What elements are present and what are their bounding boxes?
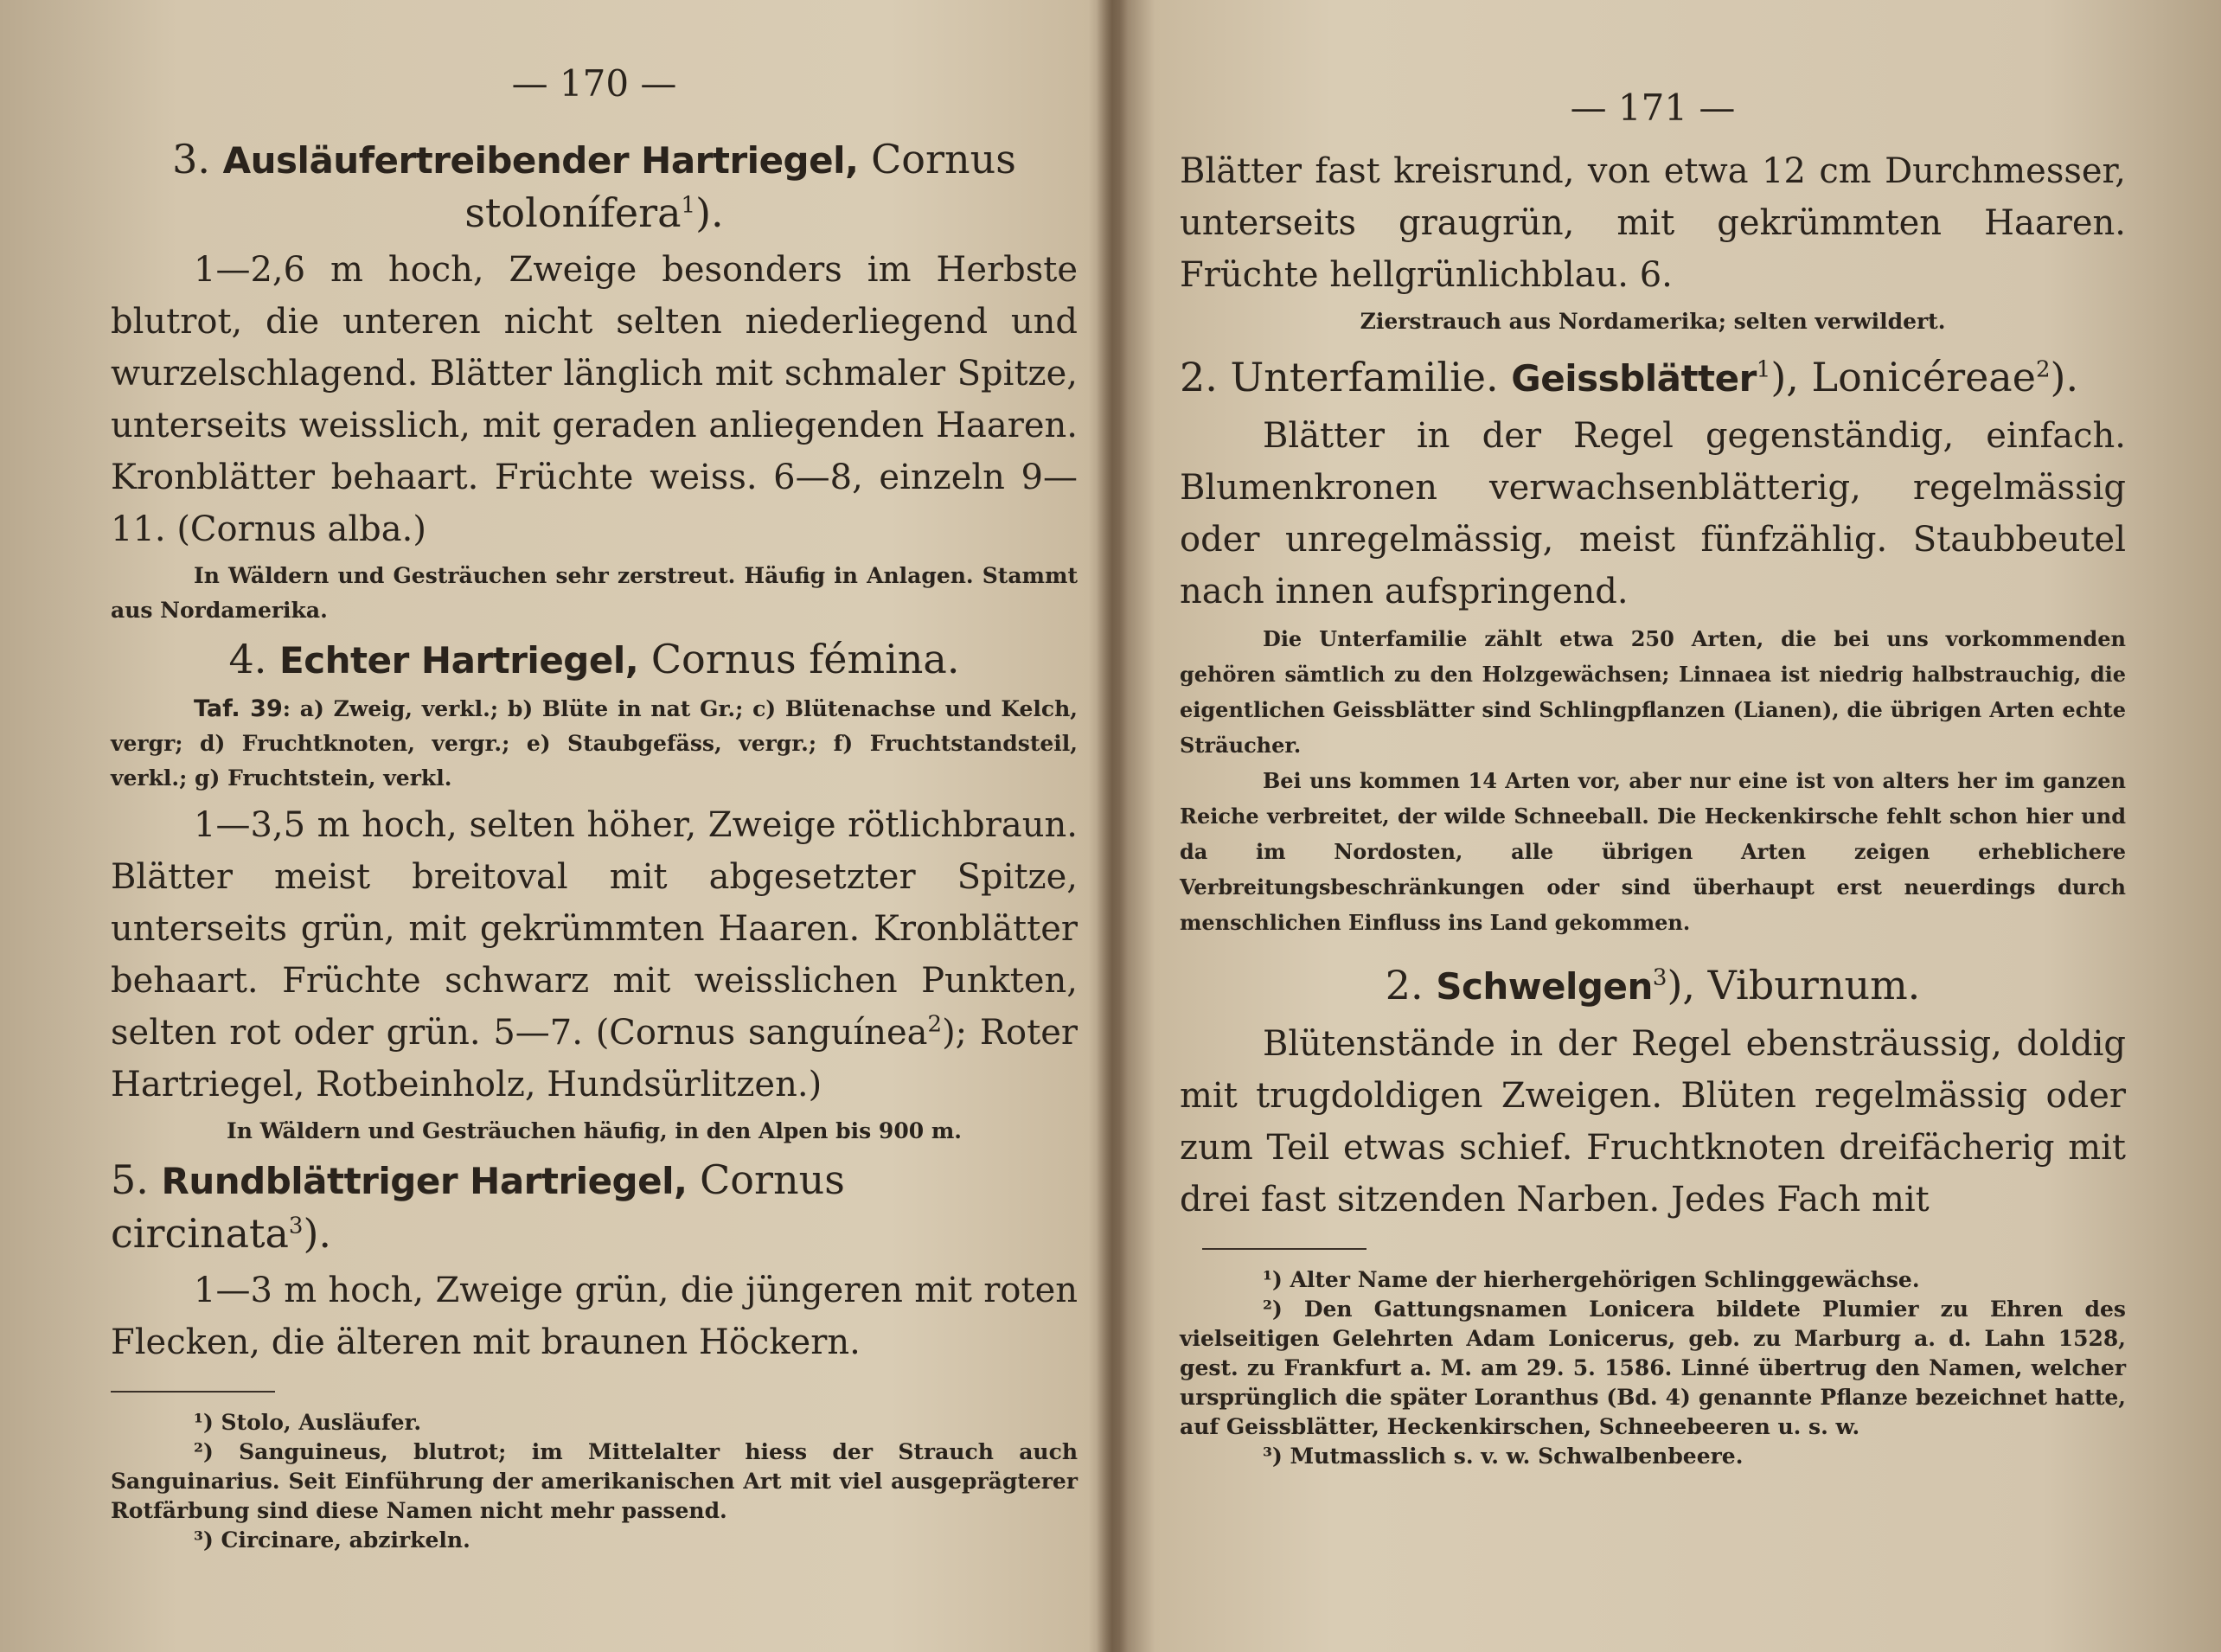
plate-label: Taf. 39 [194, 695, 283, 722]
footnote: ³) Circinare, abzirkeln. [194, 1527, 470, 1553]
footnotes-right [1180, 1265, 2126, 1471]
heading-close: ). [695, 189, 724, 236]
subfamily-number: 2. [1180, 354, 1218, 400]
footnote-ref: 3 [1652, 964, 1667, 991]
footnote: ²) Sanguineus, blutrot; im Mittelalter hiess der Strauch auch Sanguinarius. Seit Einführung der amerikanischen Art mit viel ausgeprägterer Rotfärbung sind diese Namen nicht mehr passend. [111, 1439, 1078, 1523]
species-name: Rundblättriger Hartriegel, [161, 1160, 688, 1202]
species-number: 3. [172, 136, 211, 182]
left-page [111, 0, 1078, 1652]
species-number: 4. [228, 636, 267, 682]
footnote-divider [1202, 1248, 1367, 1250]
species-heading-3 [111, 133, 1078, 239]
species-number: 5. [111, 1156, 149, 1203]
genus-name: Schwelgen [1436, 965, 1653, 1008]
subfamily-note [1180, 621, 2126, 940]
note-text: Bei uns kommen 14 Arten vor, aber nur eine ist von alters her im ganzen Reiche verbreitet, der wilde Schneeball. Die Heckenkirsche fehlt schon hier und da im Nordosten, alle übrigen Arten zeigen erheblichere Verbreitungsbeschränkungen oder sind überhaupt erst neuerdings durch menschlichen Einfluss ins Land gekommen. [1180, 768, 2126, 935]
species-latin: Cornus fémina. [650, 636, 960, 682]
description-text: 1—3 m hoch, Zweige grün, die jüngeren mit roten Flecken, die älteren mit braunen Höckern. [111, 1271, 1078, 1362]
note-text: Die Unterfamilie zählt etwa 250 Arten, die bei uns vorkommenden gehören sämtlich zu den Holzgewächsen; Linnaea ist niedrig halbstrauchig, die eigentlichen Geissblätter sind Schlingpflanzen (Lianen), die übrigen Arten echte Sträucher. [1180, 626, 2126, 758]
footnote-ref: 2 [927, 1011, 943, 1038]
page-number-right: — 171 — [1570, 86, 1736, 129]
species-heading-5 [111, 1154, 1078, 1259]
species-latin: Cornus stolonífera [464, 136, 1016, 236]
species-description-5 [111, 1265, 1078, 1368]
subfamily-name: Geissblätter [1511, 357, 1757, 400]
description-text: Blätter fast kreisrund, von etwa 12 cm Durchmesser, unterseits graugrün, mit gekrümmten Haaren. Früchte hellgrünlichblau. 6. [1180, 151, 2126, 295]
description-text: Blütenstände in der Regel ebensträussig, doldig mit trugdoldigen Zweigen. Blüten regelmässig oder zum Teil etwas schief. Fruchtknoten dreifächerig mit drei fast sitzenden Narben. Jedes Fach mit [1180, 1024, 2126, 1220]
species-name: Ausläufertreibender Hartriegel, [222, 139, 859, 182]
footnote-ref: 1 [681, 192, 696, 219]
subfamily-label: Unterfamilie. [1230, 354, 1499, 400]
habitat-note-4 [111, 1114, 1078, 1149]
description-text: 1—2,6 m hoch, Zweige besonders im Herbste blutrot, die unteren nicht selten niederliegend und wurzelschlagend. Blätter länglich mit schmaler Spitze, unterseits weisslich, mit geraden anliegenden Haaren. Kronblätter behaart. Früchte weiss. 6—8, einzeln 9—11. (Cornus alba.) [111, 250, 1078, 549]
species-heading-4 [111, 633, 1078, 687]
book-gutter [1097, 0, 1128, 1652]
continued-description [1180, 145, 2126, 301]
continued-note [1180, 304, 2126, 339]
plate-reference [111, 692, 1078, 796]
footnotes-left [111, 1408, 1078, 1555]
subfamily-description [1180, 410, 2126, 618]
habitat-note-3 [111, 559, 1078, 628]
footnote-ref: 3 [288, 1213, 304, 1239]
footnote-ref: 2 [2035, 356, 2051, 383]
note-text: Zierstrauch aus Nordamerika; selten verwildert. [1360, 309, 1946, 334]
genus-latin: ), Viburnum. [1667, 962, 1921, 1008]
plate-text: : a) Zweig, verkl.; b) Blüte in nat Gr.; c) Blütenachse und Kelch, vergr; d) Fruchtknoten, vergr.; e) Staubgefäss, vergr.; f) Fruchtstandsteil, verkl.; g) Fruchtstein, verkl. [111, 696, 1078, 791]
note-text: In Wäldern und Gesträuchen sehr zerstreut. Häufig in Anlagen. Stammt aus Nordamerika. [111, 563, 1078, 623]
subfamily-latin: ), Lonicéreae [1770, 354, 2036, 400]
genus-description [1180, 1018, 2126, 1226]
footnote-ref: 1 [1756, 356, 1771, 383]
genus-heading [1180, 959, 2126, 1013]
description-text: Blätter in der Regel gegenständig, einfach. Blumenkronen verwachsenblätterig, regelmässig oder unregelmässig, meist fünfzählig. Staubbeutel nach innen aufspringend. [1180, 416, 2126, 611]
species-description-4 [111, 799, 1078, 1111]
footnote: ³) Mutmasslich s. v. w. Schwalbenbeere. [1263, 1444, 1744, 1469]
species-latin: Cornus circinata [111, 1156, 845, 1257]
genus-number: 2. [1385, 962, 1424, 1008]
description-text: ); Roter Hartriegel, Rotbeinholz, Hundsürlitzen.) [111, 1013, 1078, 1105]
heading-close: ). [2050, 354, 2079, 400]
right-page [1180, 0, 2126, 1652]
footnote: ¹) Stolo, Ausläufer. [194, 1410, 422, 1435]
footnote: ¹) Alter Name der hierhergehörigen Schlinggewächse. [1263, 1267, 1920, 1292]
heading-close: ). [303, 1210, 332, 1257]
footnote: ²) Den Gattungsnamen Lonicera bildete Plumier zu Ehren des vielseitigen Gelehrten Adam Lonicerus, geb. zu Marburg a. d. Lahn 1528, gest. zu Frankfurt a. M. am 29. 5. 1586. Linné übertrug den Namen, welcher ursprünglich die später Loranthus (Bd. 4) genannte Pflanze bezeichnet hatte, auf Geissblätter, Heckenkirschen, Schneebeeren u. s. w. [1180, 1297, 2126, 1439]
note-text: In Wäldern und Gesträuchen häufig, in den Alpen bis 900 m. [227, 1118, 962, 1143]
species-name: Echter Hartriegel, [279, 639, 639, 682]
species-description-3 [111, 244, 1078, 555]
description-text: 1—3,5 m hoch, selten höher, Zweige rötlichbraun. Blätter meist breitoval mit abgesetzter Spitze, unterseits grün, mit gekrümmten Haaren. Kronblätter behaart. Früchte schwarz mit weisslichen Punkten, selten rot oder grün. 5—7. (Cornus sanguínea [111, 805, 1078, 1053]
page-number-left: — 170 — [511, 62, 677, 105]
footnote-divider [111, 1391, 275, 1393]
subfamily-heading [1180, 351, 2126, 405]
